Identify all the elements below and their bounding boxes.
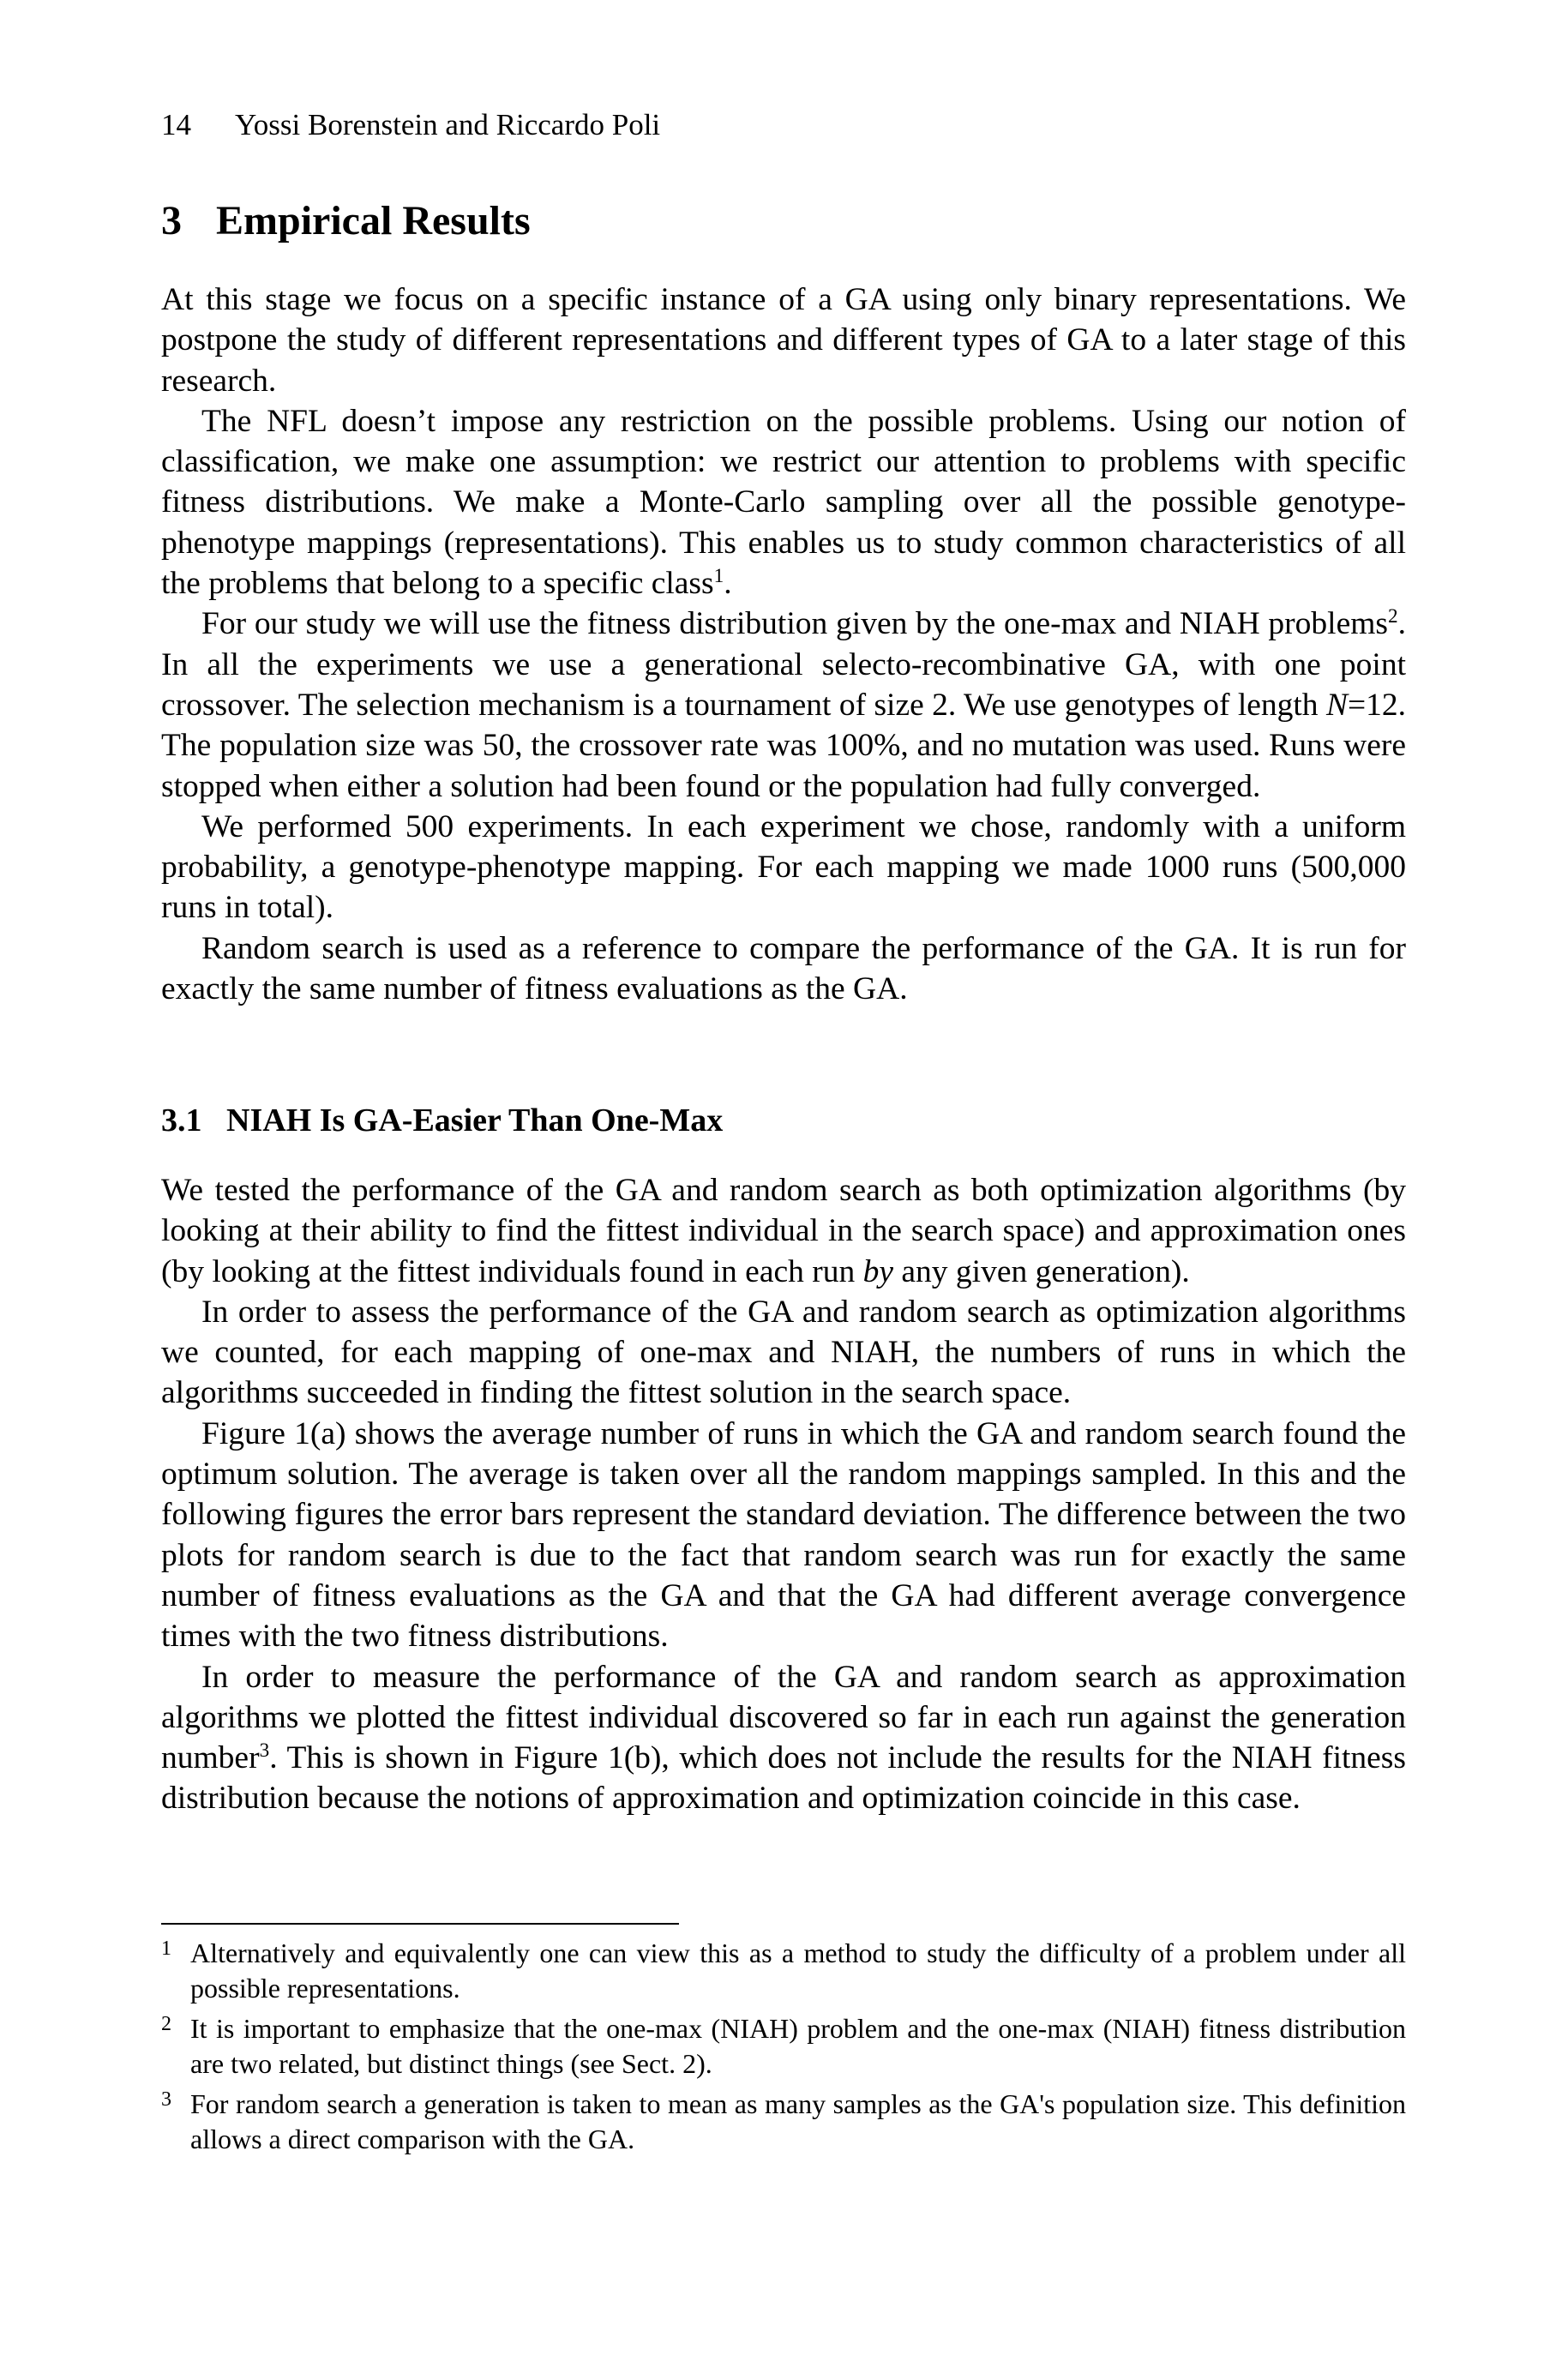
subsection-heading: [161, 1102, 723, 1139]
footnote: [161, 2087, 1406, 2157]
paragraph-text: For our study we will use the fitness distribution given by the one-max and NIAH problems: [201, 606, 1388, 642]
paragraph-text: The NFL doesn’t impose any restriction on the possible problems. Using our notion of classification, we make one assumption: we restrict our attention to problems with specific fitness distributions. We make a Monte-Carlo sampling over all the possible genotype-phenotype mappings (representations). This enables us to study common characteristics of all the problems that belong to a specific class: [161, 403, 1406, 602]
paragraph-text: .: [724, 566, 732, 602]
paragraph: In order to assess the performance of the GA and random search as optimization algorithms we counted, for each mapping of one-max and NIAH, the numbers of runs in which the algorithms succeeded in finding the fittest solution in the search space.: [161, 1294, 1406, 1411]
section-number: 3: [161, 198, 182, 243]
paragraph-text: In order to measure the performance of the GA and random search as approximation algorithms we plotted the fittest individual discovered so far in each run against the generation number: [161, 1659, 1406, 1776]
paragraph: We performed 500 experiments. In each experiment we chose, randomly with a uniform probability, a genotype-phenotype mapping. For each mapping we made 1000 runs (500,000 runs in total).: [161, 808, 1406, 926]
footnote: [161, 1936, 1406, 2006]
footnote: [161, 2011, 1406, 2082]
footnote-divider: [161, 1923, 679, 1925]
footnote-ref: 2: [1388, 605, 1398, 628]
running-head: [161, 108, 660, 142]
subsection-title: NIAH Is GA-Easier Than One-Max: [226, 1102, 724, 1138]
running-head-authors: Yossi Borenstein and Riccardo Poli: [235, 108, 661, 141]
paragraph-text: any given generation).: [893, 1253, 1190, 1289]
footnote-text: It is important to emphasize that the one-max (NIAH) problem and the one-max (NIAH) fitness distribution are two related, but distinct things (see Sect. 2).: [190, 2013, 1406, 2079]
variable-n: N: [1325, 687, 1348, 723]
paragraph: [161, 401, 1406, 604]
intro-body: [161, 279, 1406, 1009]
paragraph-text: . In all the experiments we use a generational selecto-recombinative GA, with one point crossover. The selection mechanism is a tournament of size 2. We use genotypes of length: [161, 606, 1406, 723]
footnote-text: Alternatively and equivalently one can view this as a method to study the difficulty of a problem under all possible representations.: [190, 1937, 1406, 2004]
paragraph: Random search is used as a reference to compare the performance of the GA. It is run for exactly the same number of fitness evaluations as the GA.: [161, 930, 1406, 1007]
section-heading: [161, 197, 531, 245]
section-title: Empirical Results: [216, 198, 531, 243]
paragraph-text: . This is shown in Figure 1(b), which does not include the results for the NIAH fitness distribution because the notions of approximation and optimization coincide in this case.: [161, 1740, 1406, 1817]
footnote-text: For random search a generation is taken to mean as many samples as the GA's population size. This definition allows a direct comparison with the GA.: [190, 2088, 1406, 2154]
footnote-mark: 1: [161, 1937, 171, 1960]
footnote-ref: 3: [259, 1739, 270, 1763]
page-number: 14: [161, 108, 191, 141]
paragraph: Figure 1(a) shows the average number of runs in which the GA and random search found the optimum solution. The average is taken over all the random mappings sampled. In this and the following figures the error bars represent the standard deviation. The difference between the two plots for random search is due to the fact that random search was run for exactly the same number of fitness evaluations as the GA and that the GA had different average convergence times with the two fitness distributions.: [161, 1415, 1406, 1655]
paragraph: [161, 1657, 1406, 1819]
subsection-number: 3.1: [161, 1102, 202, 1138]
footnotes: [161, 1936, 1406, 2162]
paragraph: [161, 1170, 1406, 1292]
paragraph: At this stage we focus on a specific instance of a GA using only binary representations. We postpone the study of different representations and different types of GA to a later stage of this research.: [161, 282, 1406, 399]
paragraph-text: We tested the performance of the GA and random search as both optimization algorithms (by looking at their ability to find the fittest individual in the search space) and approximation ones (by looking at the fittest individuals found in each run: [161, 1173, 1406, 1289]
footnote-ref: 1: [713, 565, 724, 588]
footnote-mark: 2: [161, 2013, 171, 2035]
footnote-mark: 3: [161, 2088, 171, 2111]
emphasis: by: [862, 1253, 893, 1289]
paragraph-text: =12. The population size was 50, the crossover rate was 100%, and no mutation was used. Runs were stopped when either a solution had been found or the population had fully converged.: [161, 687, 1406, 804]
paragraph: [161, 604, 1406, 806]
subsection-body: [161, 1170, 1406, 1819]
